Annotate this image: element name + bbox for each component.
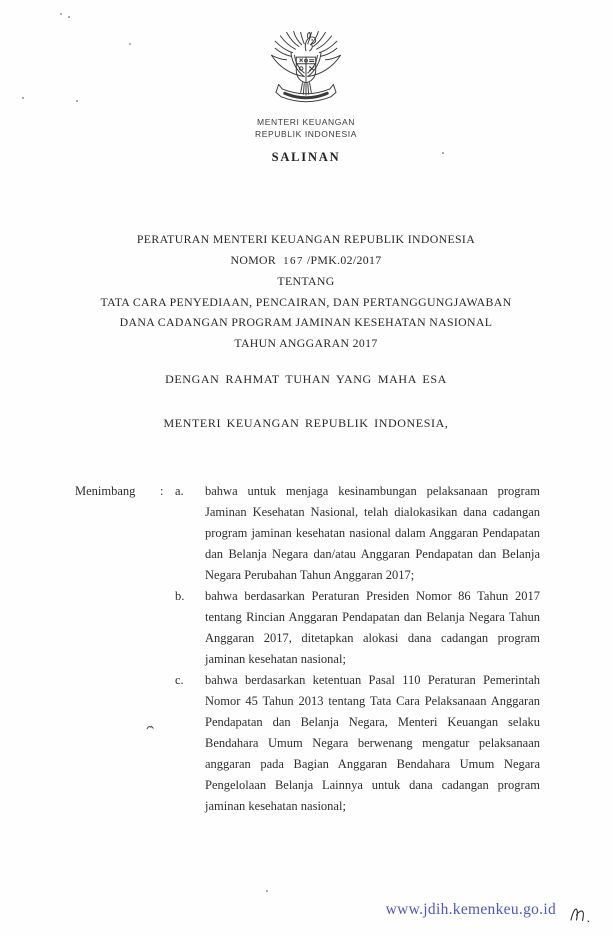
- item-text: bahwa berdasarkan Peraturan Presiden Nomor 86 Tahun 2017 tentang Rincian Anggaran Pendapatan dan Belanja Negara Tahun Anggaran 2017, ditetapkan alokasi dana cadangan program jaminan kesehatan nasional;: [205, 589, 540, 666]
- considerations-separator: :: [160, 484, 164, 498]
- title-nomor-line: [0, 250, 612, 272]
- scan-speck: [60, 13, 62, 15]
- issuer-line: MENTERI KEUANGAN REPUBLIK INDONESIA,: [163, 416, 449, 430]
- garuda-pancasila-icon: [253, 28, 359, 123]
- title-subject-line3: TAHUN ANGGARAN 2017: [234, 335, 378, 350]
- considerations-section: [75, 481, 540, 817]
- item-marker: c.: [175, 673, 184, 687]
- scan-speck: [442, 152, 444, 154]
- nomor-suffix: /PMK.02/2017: [306, 252, 382, 267]
- scan-speck: [76, 100, 78, 102]
- title-line1: PERATURAN MENTERI KEUANGAN REPUBLIK INDONESIA: [136, 232, 476, 246]
- item-marker: b.: [175, 589, 185, 603]
- handwritten-paraf-icon: [568, 903, 592, 932]
- item-text: bahwa untuk menjaga kesinambungan pelaksanaan program Jaminan Kesehatan Nasional, telah dialokasikan dana cadangan program jaminan kesehatan nasional dalam Anggaran Pendapatan dan Belanja Negara dan/atau Anggaran Pendapatan dan Belanja Negara Perubahan Tahun Anggaran 2017;: [205, 484, 540, 582]
- letterhead-line1: MENTERI KEUANGAN: [257, 117, 355, 127]
- considerations-list: [175, 481, 540, 817]
- title-subject-line2: DANA CADANGAN PROGRAM JAMINAN KESEHATAN NASIONAL: [119, 315, 493, 329]
- regulation-title: [0, 229, 612, 353]
- invocation-line: DENGAN RAHMAT TUHAN YANG MAHA ESA: [165, 372, 447, 386]
- letterhead-line2: REPUBLIK INDONESIA: [255, 128, 357, 139]
- scan-speck: [129, 43, 131, 45]
- nomor-number: 167: [283, 254, 304, 267]
- scan-speck: [266, 890, 268, 892]
- item-marker: a.: [175, 484, 184, 498]
- title-tentang: TENTANG: [277, 274, 335, 288]
- ink-mark-icon: [146, 718, 155, 736]
- nomor-prefix: NOMOR: [230, 252, 277, 267]
- title-subject-line1: TATA CARA PENYEDIAAN, PENCAIRAN, DAN PERTANGGUNGJAWABAN: [100, 294, 512, 309]
- consideration-item-b: [175, 586, 540, 670]
- consideration-item-c: [175, 670, 540, 817]
- copy-label: SALINAN: [271, 150, 341, 164]
- considerations-label: Menimbang: [75, 484, 136, 498]
- scan-speck: [22, 97, 24, 99]
- jdih-footer-link[interactable]: www.jdih.kemenkeu.go.id: [385, 901, 556, 918]
- item-text: bahwa berdasarkan ketentuan Pasal 110 Peraturan Pemerintah Nomor 45 Tahun 2013 tentang Tata Cara Pelaksanaan Anggaran Pendapatan dan Belanja Negara, Menteri Keuangan selaku Bendahara Umum Negara berwenang mengatur pelaksanaan anggaran pada Bagian Anggaran Bendahara Umum Negara Pengelolaan Belanja Lainnya untuk dana cadangan program jaminan kesehatan nasional;: [205, 673, 540, 813]
- scan-speck: [68, 16, 70, 18]
- letterhead: [0, 117, 612, 140]
- consideration-item-a: [175, 481, 540, 586]
